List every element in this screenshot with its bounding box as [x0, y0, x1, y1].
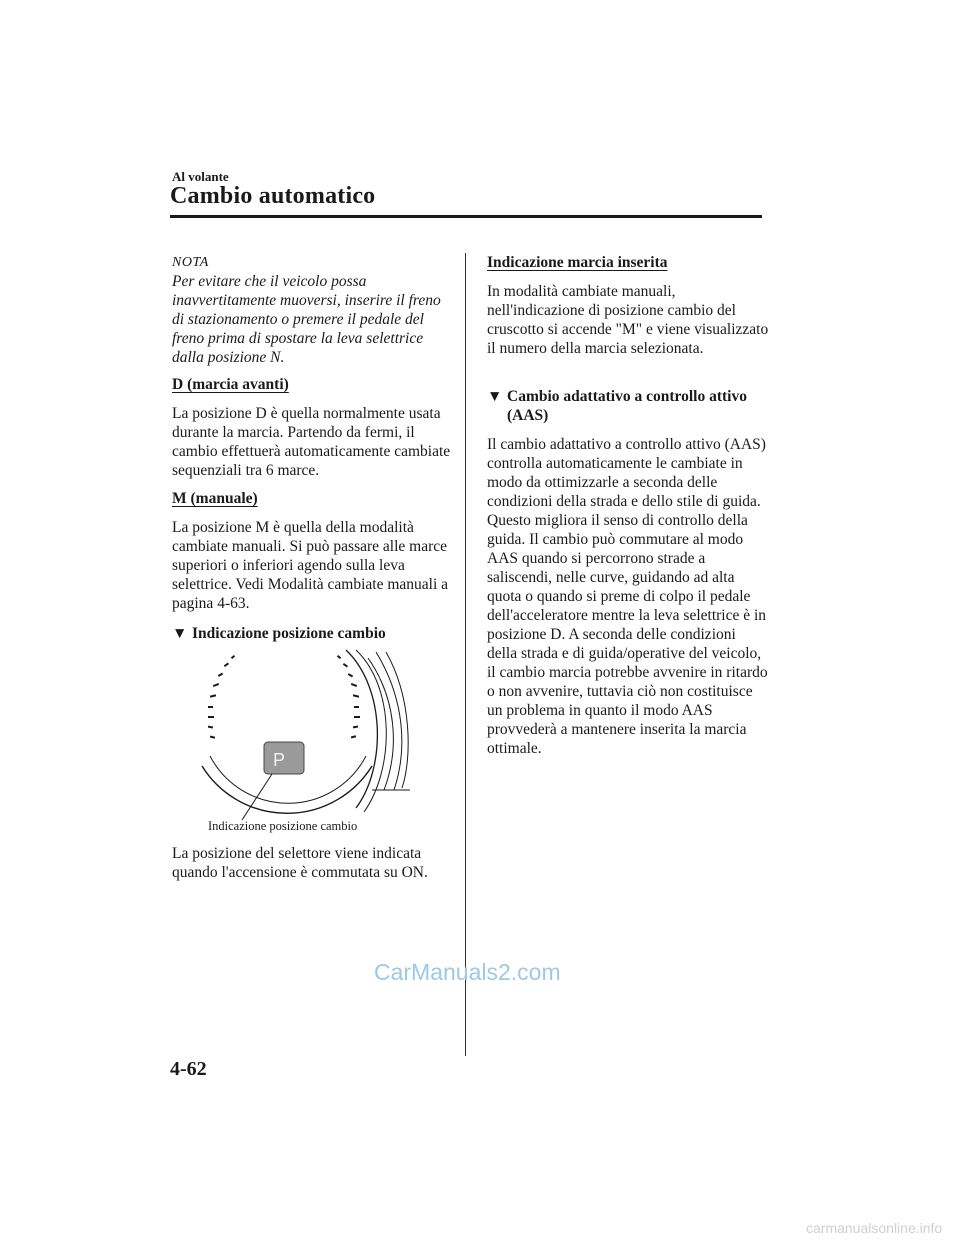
figure-caption: Indicazione posizione cambio — [208, 819, 358, 833]
aas-text: Il cambio adattativo a controllo attivo (AAS) controlla automaticamente le cambiate in modo da ottimizzarle a seconda delle condizioni della strada e dello stile di guida. Questo migliora il senso di controllo della guida. Il cambio può commutare al modo AAS quando si percorrono strade a saliscendi, nelle curve, guidando ad alta quota o quando si preme di colpo il pedale dell'acceleratore mentre la leva selettrice è in posizione D. A seconda delle condizioni della strada e di guida/operative del veicolo, il cambio marcia potrebbe avvenire in ritardo o non avvenire, tuttavia ciò non costituisce un problema in quanto il modo AAS provvederà a mantenere inserita la marcia ottimale. — [487, 436, 768, 757]
gear-indication-heading-row — [172, 624, 454, 643]
m-heading: M (manuale) — [172, 490, 258, 507]
watermark-logo: CarManuals2.com — [374, 959, 561, 985]
callout-line — [242, 774, 272, 820]
page-number: 4-62 — [170, 1058, 207, 1080]
gear-inserted-section — [487, 253, 769, 272]
column-divider — [465, 253, 466, 1056]
after-figure-text: La posizione del selettore viene indicata quando l'accensione è commutata su ON. — [172, 845, 428, 881]
d-text: La posizione D è quella normalmente usata durante la marcia. Partendo da fermi, il cambio effettuerà automaticamente cambiate sequenziali tra 6 marce. — [172, 405, 451, 479]
section-label: Al volante — [172, 169, 229, 184]
aas-heading: Cambio adattativo a controllo attivo (AAS) — [507, 388, 747, 424]
gear-inserted-text: In modalità cambiate manuali, nell'indicazione di posizione cambio del cruscotto si accende "M" e viene visualizzato il numero della marcia selezionata. — [487, 283, 769, 357]
tick-marks-right — [337, 655, 360, 739]
m-text: La posizione M è quella della modalità cambiate manuali. Si può passare alle marce superiori o inferiori agendo sulla leva selettrice. Vedi Modalità cambiate manuali a pagina 4-63. — [172, 519, 449, 612]
instrument-cluster-figure — [196, 648, 414, 820]
aas-heading-row — [487, 387, 769, 425]
title-rule — [170, 215, 762, 218]
left-column — [172, 253, 454, 367]
down-triangle-icon: ▼ — [487, 388, 503, 405]
watermark-footer: carmanualsonline.info — [806, 1220, 943, 1236]
note-text: Per evitare che il veicolo possa inavvertitamente muoversi, inserire il freno di stazionamento o premere il pedale del freno prima di spostare la leva selettrice dalla posizione N. — [172, 273, 441, 366]
gear-inserted-heading: Indicazione marcia inserita — [487, 254, 668, 271]
down-triangle-icon: ▼ — [172, 625, 188, 642]
m-section — [172, 489, 454, 508]
note-heading: NOTA — [172, 255, 209, 270]
tick-marks-left — [208, 655, 235, 739]
gear-indication-heading: Indicazione posizione cambio — [192, 625, 386, 642]
d-section — [172, 375, 454, 394]
gear-display-letter: P — [273, 750, 286, 770]
page-title: Cambio automatico — [170, 183, 376, 209]
d-heading: D (marcia avanti) — [172, 376, 289, 393]
